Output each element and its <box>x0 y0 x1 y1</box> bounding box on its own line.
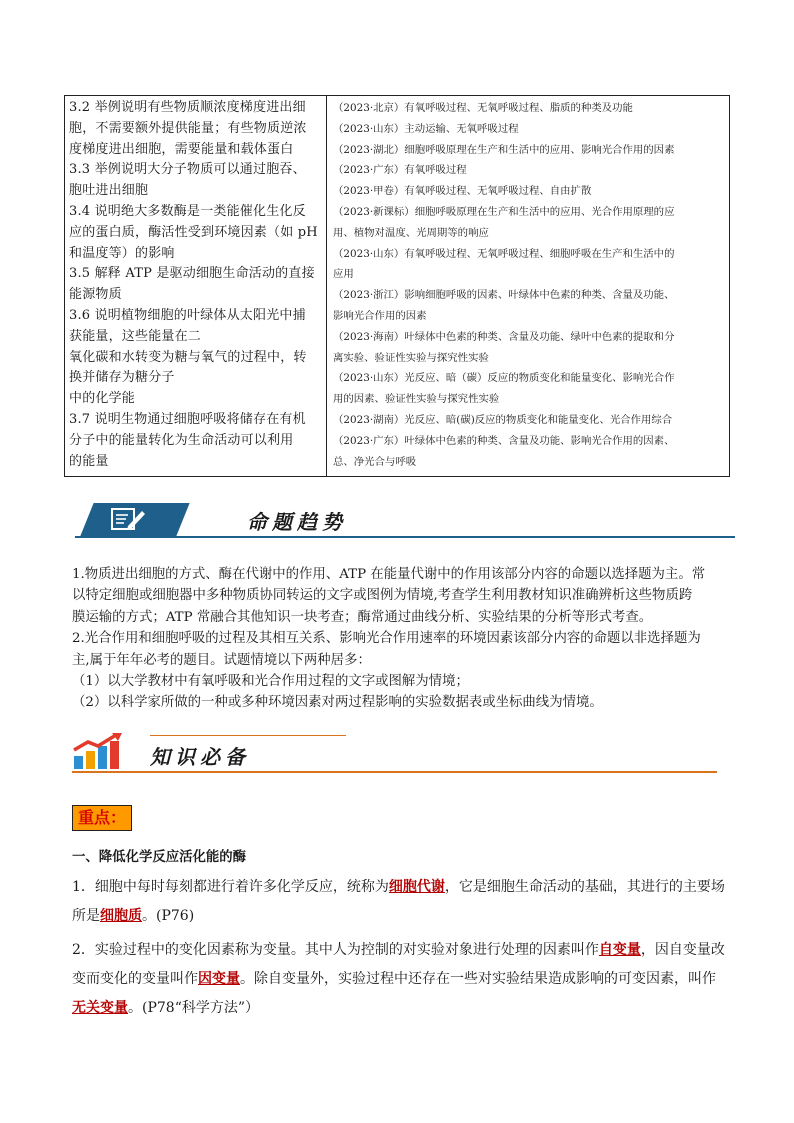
standard-line: 3.3 举例说明大分子物质可以通过胞吞、 <box>69 162 306 178</box>
standard-line: 胞吐进出细胞 <box>69 183 149 199</box>
exam-point-line: 总、净光合与呼吸 <box>333 455 417 468</box>
trend-line: （1）以大学教材中有氧呼吸和光合作用过程的文字或图解为情境； <box>72 674 469 690</box>
exam-point-line: 用的因素、验证性实验与探究性实验 <box>333 393 500 406</box>
exam-point-line: （2023·山东）主动运输、无氧呼吸过程 <box>333 122 519 135</box>
text: 。(P76) <box>142 908 195 924</box>
standard-line: 的能量 <box>69 453 109 469</box>
standard-line: 中的化学能 <box>69 391 136 407</box>
trend-line: 以特定细胞或细胞器中多种物质协同转运的文字或图例为情境,考查学生利用教材知识准确辨析这些物质跨 <box>72 588 693 604</box>
standard-line: 氧化碳和水转变为糖与氧气的过程中，转 <box>69 349 307 365</box>
exam-point-line: （2023·山东）光反应、暗（碳）反应的物质变化和能量变化、影响光合作 <box>333 372 675 385</box>
exam-points-column <box>327 96 729 476</box>
standard-line: 3.5 解释 ATP 是驱动细胞生命活动的直接 <box>69 266 315 282</box>
text: 所是 <box>72 908 100 924</box>
exam-point-line: （2023·甲卷）有氧呼吸过程、无氧呼吸过程、自由扩散 <box>333 185 592 198</box>
text: ，它是细胞生命活动的基础，其进行的主要场 <box>444 879 725 895</box>
trend-line: （2）以科学家所做的一种或多种环境因素对两过程影响的实验数据表或坐标曲线为情境。 <box>72 695 603 711</box>
trend-line: 1.物质进出细胞的方式、酶在代谢中的作用、ATP 在能量代谢中的作用该部分内容的命题以选择题为主。常 <box>72 567 706 582</box>
section-heading: 一、降低化学反应活化能的酶 <box>72 850 247 865</box>
standard-line: 应的蛋白质，酶活性受到环境因素（如 pH <box>69 224 318 240</box>
standard-line: 3.2 举例说明有些物质顺浓度梯度进出细 <box>69 100 306 115</box>
text: 。(P78“科学方法”） <box>128 1000 260 1016</box>
growth-chart-icon <box>72 732 130 770</box>
keyword: 因变量 <box>198 971 240 987</box>
standard-line: 度梯度进出细胞，需要能量和载体蛋白 <box>69 141 294 157</box>
text: 。除自变量外，实验过程中还存在一些对实验结果造成影响的可变因素，叫作 <box>240 971 716 987</box>
exam-point-line: （2023·广东）有氧呼吸过程 <box>333 164 467 177</box>
trend-line: 膜运输的方式；ATP 常融合其他知识一块考查；酶常通过曲线分析、实验结果的分析等形式考查。 <box>72 609 653 625</box>
text: ，因自变量改 <box>640 942 725 958</box>
trend-section-banner <box>75 500 735 540</box>
curriculum-standards-column <box>65 96 327 476</box>
trend-title: 命题趋势 <box>247 510 347 534</box>
knowledge-title: 知识必备 <box>150 745 250 769</box>
exam-point-line: （2023·山东）有氧呼吸过程、无氧呼吸过程、细胞呼吸在生产和生活中的 <box>333 247 675 260</box>
text: 2．实验过程中的变化因素称为变量。其中人为控制的对实验对象进行处理的因素叫作 <box>72 942 599 958</box>
keyword: 细胞代谢 <box>388 879 445 895</box>
keyword: 自变量 <box>598 942 641 958</box>
exam-point-line: （2023·湖北）细胞呼吸原理在生产和生活中的应用、影响光合作用的因素 <box>333 143 675 156</box>
exam-point-line: （2023·北京）有氧呼吸过程、无氧呼吸过程、脂质的种类及功能 <box>333 102 633 114</box>
banner-top-rule <box>150 735 346 736</box>
standard-line: 换并储存为糖分子 <box>69 370 175 386</box>
exam-point-line: （2023·广东）叶绿体中色素的种类、含量及功能、影响光合作用的因素、 <box>333 434 675 447</box>
standards-table <box>64 95 730 477</box>
exam-point-line: 离实验、验证性实验与探究性实验 <box>333 351 489 364</box>
standard-line: 分子中的能量转化为生命活动可以利用 <box>69 432 294 448</box>
standard-line: 胞，不需要额外提供能量；有些物质逆浓 <box>69 120 307 136</box>
keyword: 无关变量 <box>72 1000 128 1016</box>
text: 变而变化的变量叫作 <box>72 971 198 987</box>
banner-underline <box>72 771 717 773</box>
standard-line: 获能量，这些能量在二 <box>69 328 202 344</box>
standard-line: 能源物质 <box>69 287 122 303</box>
edit-note-icon <box>108 506 148 532</box>
text: 1．细胞中每时每刻都进行着许多化学反应，统称为 <box>72 879 389 895</box>
exam-point-line: 用、植物对温度、光周期等的响应 <box>333 226 489 239</box>
exam-point-line: （2023·湖南）光反应、暗(碳)反应的物质变化和能量变化、光合作用综合 <box>333 413 673 426</box>
paragraph-2 <box>72 936 732 1023</box>
keyword: 细胞质 <box>100 908 142 924</box>
exam-point-line: 影响光合作用的因素 <box>333 309 427 322</box>
knowledge-section-banner <box>72 728 717 774</box>
standard-line: 3.6 说明植物细胞的叶绿体从太阳光中捕 <box>69 307 306 323</box>
standard-line: 和温度等）的影响 <box>69 245 175 261</box>
paragraph-1 <box>72 873 732 931</box>
exam-point-line: （2023·海南）叶绿体中色素的种类、含量及功能、绿叶中色素的提取和分 <box>333 330 675 343</box>
exam-point-line: 应用 <box>333 268 354 281</box>
trend-line: 2.光合作用和细胞呼吸的过程及其相互关系、影响光合作用速率的环境因素该部分内容的命题以非选择题为 <box>72 631 701 647</box>
exam-point-line: （2023·新课标）细胞呼吸原理在生产和生活中的应用、光合作用原理的应 <box>333 205 675 218</box>
exam-point-line: （2023·浙江）影响细胞呼吸的因素、叶绿体中色素的种类、含量及功能、 <box>333 289 675 302</box>
trend-text <box>72 564 732 714</box>
key-point-badge: 重点： <box>72 805 132 831</box>
trend-line: 主,属于年年必考的题目。试题情境以下两种居多： <box>72 652 371 668</box>
standard-line: 3.4 说明绝大多数酶是一类能催化生化反 <box>69 203 306 219</box>
standard-line: 3.7 说明生物通过细胞呼吸将储存在有机 <box>69 411 306 427</box>
